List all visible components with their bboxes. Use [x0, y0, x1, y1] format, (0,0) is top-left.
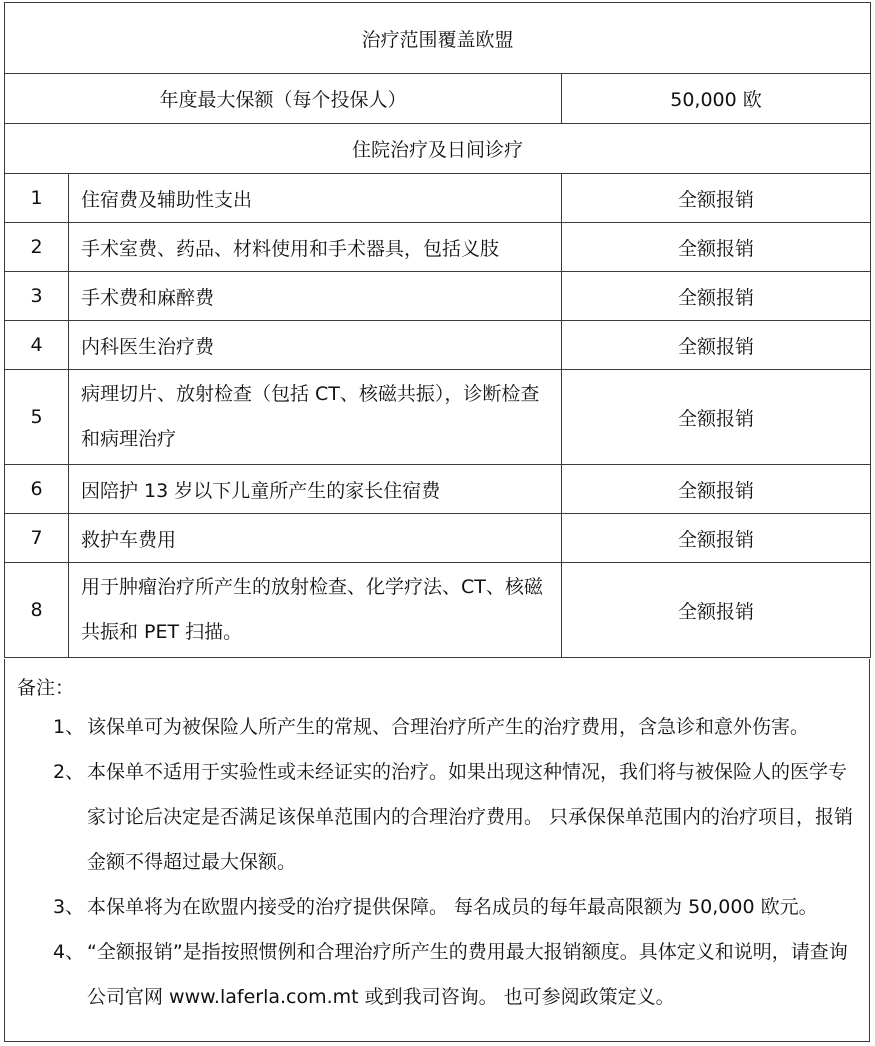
note-number: 3、 — [53, 896, 85, 918]
row-item: 救护车费用 — [69, 514, 562, 563]
row-coverage: 全额报销 — [562, 272, 871, 321]
row-item: 内科医生治疗费 — [69, 321, 562, 370]
table-row — [5, 563, 871, 658]
note-number: 1、 — [53, 716, 85, 738]
section-row — [5, 124, 871, 174]
note-text: 本保单不适用于实验性或未经证实的治疗。如果出现这种情况，我们将与被保险人的医学专家讨论后决定是否满足该保单范围内的合理治疗费用。 只承保保单范围内的治疗项目，报销金额不得超过最大保额。 — [87, 761, 854, 873]
note-text: “全额报销”是指按照惯例和合理治疗所产生的费用最大报销额度。具体定义和说明，请查询公司官网 www.laferla.com.mt 或到我司咨询。 也可参阅政策定义。 — [87, 941, 848, 1008]
table-row — [5, 321, 871, 370]
row-number: 2 — [5, 223, 69, 272]
notes-section — [4, 659, 870, 1042]
row-coverage: 全额报销 — [562, 465, 871, 514]
row-coverage: 全额报销 — [562, 563, 871, 658]
coverage-table — [4, 2, 871, 658]
note-item — [53, 930, 863, 1020]
note-number: 2、 — [53, 761, 85, 783]
row-number: 8 — [5, 563, 69, 658]
table-title: 治疗范围覆盖欧盟 — [5, 3, 871, 74]
row-coverage: 全额报销 — [562, 370, 871, 465]
row-item: 手术室费、药品、材料使用和手术器具，包括义肢 — [69, 223, 562, 272]
table-row — [5, 514, 871, 563]
row-coverage: 全额报销 — [562, 223, 871, 272]
table-row — [5, 465, 871, 514]
row-coverage: 全额报销 — [562, 514, 871, 563]
table-row — [5, 223, 871, 272]
row-number: 3 — [5, 272, 69, 321]
annual-max-row — [5, 74, 871, 124]
note-item — [53, 705, 863, 750]
annual-max-value: 50,000 欧 — [562, 74, 871, 124]
note-text: 本保单将为在欧盟内接受的治疗提供保障。 每名成员的每年最高限额为 50,000 欧元。 — [87, 896, 818, 918]
row-item: 因陪护 13 岁以下儿童所产生的家长住宿费 — [69, 465, 562, 514]
table-row — [5, 174, 871, 223]
annual-max-label: 年度最大保额（每个投保人） — [5, 74, 562, 124]
table-row — [5, 272, 871, 321]
notes-title: 备注： — [17, 677, 75, 699]
note-item — [53, 750, 863, 885]
row-number: 4 — [5, 321, 69, 370]
note-item — [53, 885, 863, 930]
row-number: 5 — [5, 370, 69, 465]
row-coverage: 全额报销 — [562, 321, 871, 370]
note-number: 4、 — [53, 941, 85, 963]
row-item: 用于肿瘤治疗所产生的放射检查、化学疗法、CT、核磁共振和 PET 扫描。 — [69, 563, 562, 658]
table-title-row — [5, 3, 871, 74]
row-item: 住宿费及辅助性支出 — [69, 174, 562, 223]
row-item: 病理切片、放射检查（包括 CT、核磁共振），诊断检查和病理治疗 — [69, 370, 562, 465]
row-item: 手术费和麻醉费 — [69, 272, 562, 321]
section-label: 住院治疗及日间诊疗 — [5, 124, 871, 174]
note-text: 该保单可为被保险人所产生的常规、合理治疗所产生的治疗费用，含急诊和意外伤害。 — [87, 716, 810, 738]
row-number: 6 — [5, 465, 69, 514]
row-number: 7 — [5, 514, 69, 563]
row-coverage: 全额报销 — [562, 174, 871, 223]
table-row — [5, 370, 871, 465]
row-number: 1 — [5, 174, 69, 223]
